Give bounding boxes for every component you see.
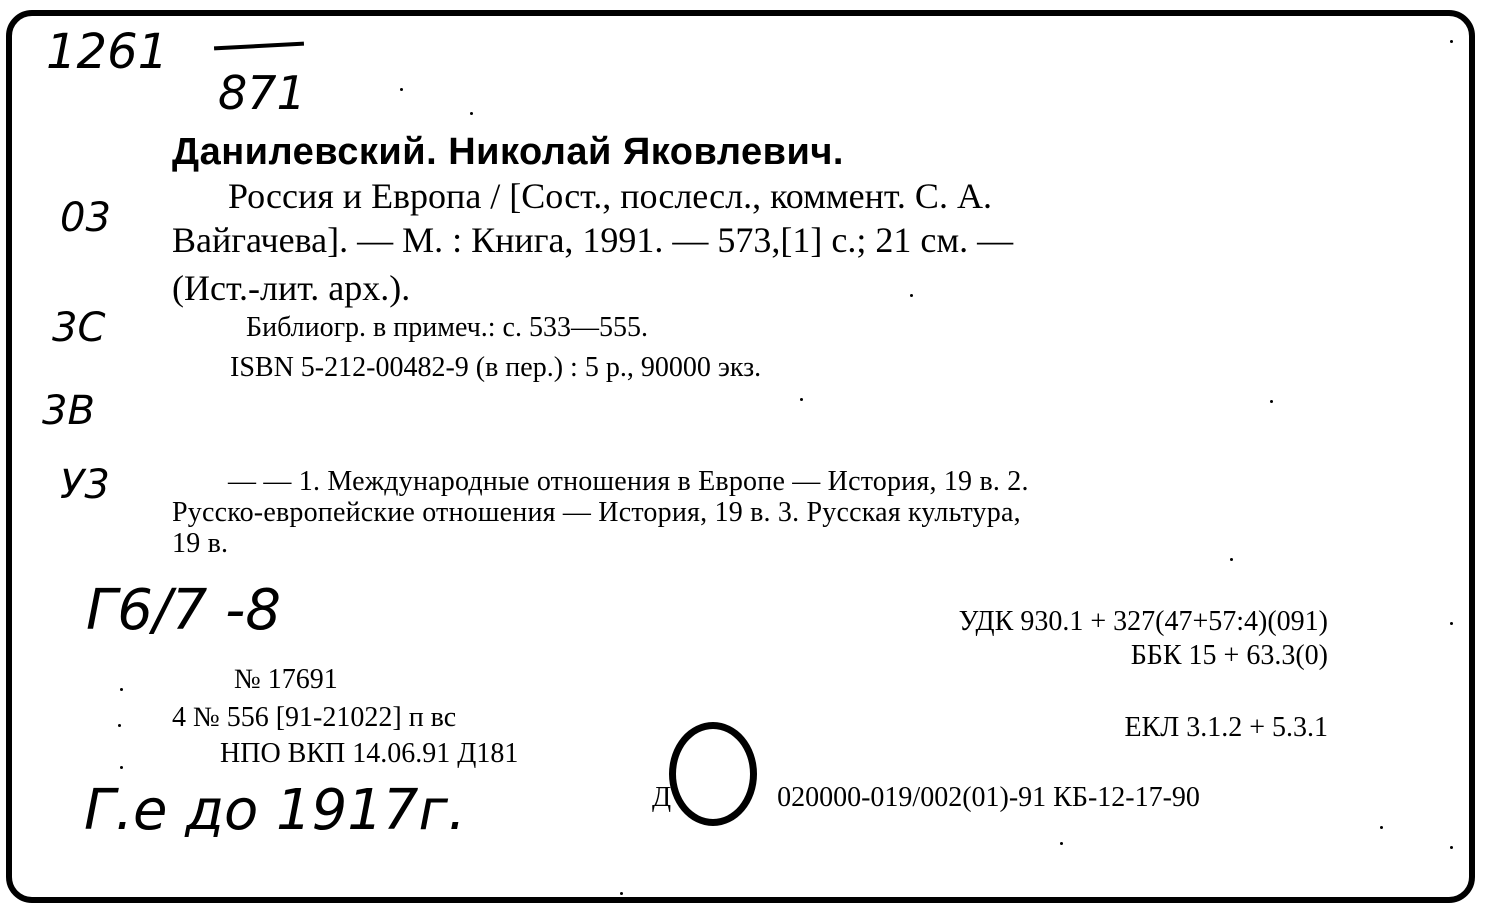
handwritten-note: Г.е до 1917г. [84,778,466,843]
scan-speck [470,112,473,115]
printer-info: НПО ВКП 14.06.91 Д181 [220,738,519,769]
scan-speck [1060,842,1063,845]
scan-speck [120,766,123,769]
scan-speck [118,724,121,727]
subject-line-1: — — 1. Международные отношения в Европе — История, 19 в. 2. [228,466,1029,497]
title-line-2: Вайгачева]. — М. : Книга, 1991. — 573,[1] с.; 21 см. — [172,220,1014,260]
scan-speck [1230,558,1233,561]
code-value: 020000-019/002(01)-91 КБ-12-17-90 [777,782,1200,813]
scan-speck [1450,622,1453,625]
code-prefix: Д [652,782,672,813]
handwritten-top-number: 1261 [46,24,169,80]
scan-speck [1270,400,1273,403]
scan-speck [120,688,123,691]
scan-speck [1380,826,1383,829]
handwritten-margin-mark-4: У3 [60,462,110,508]
scan-speck [1450,846,1453,849]
udk-code: УДК 930.1 + 327(47+57:4)(091) [958,606,1328,637]
handwritten-sub-number: 871 [218,66,306,120]
handwritten-margin-mark-2: 3C [52,305,106,351]
handwritten-shelf-mark: Г6/7 -8 [86,578,281,643]
subject-line-2: Русско-европейские отношения — История, 19 в. 3. Русская культура, [172,497,1021,528]
bibliography-note: Библиогр. в примеч.: с. 533—555. [246,312,648,343]
title-line-1: Россия и Европа / [Сост., послесл., коммент. С. А. [228,176,992,216]
ekl-code: ЕКЛ 3.1.2 + 5.3.1 [1124,712,1328,743]
handwritten-margin-mark-1: 03 [60,195,111,241]
bbk-code: ББК 15 + 63.3(0) [1130,640,1328,671]
scan-speck [400,88,403,91]
isbn-line: ISBN 5-212-00482-9 (в пер.) : 5 р., 90000 экз. [230,352,762,383]
scan-speck [620,892,623,895]
print-info: 4 № 556 [91-21022] п вс [172,702,457,733]
author-heading: Данилевский. Николай Яковлевич. [172,131,844,173]
ink-circle-stamp [669,722,757,826]
order-number: № 17691 [234,664,338,695]
scan-speck [910,294,913,297]
scan-speck [1450,40,1453,43]
handwritten-margin-mark-3: 3B [42,388,95,434]
title-line-3: (Ист.-лит. арх.). [172,268,411,308]
subject-line-3: 19 в. [172,528,229,559]
scan-speck [800,398,803,401]
